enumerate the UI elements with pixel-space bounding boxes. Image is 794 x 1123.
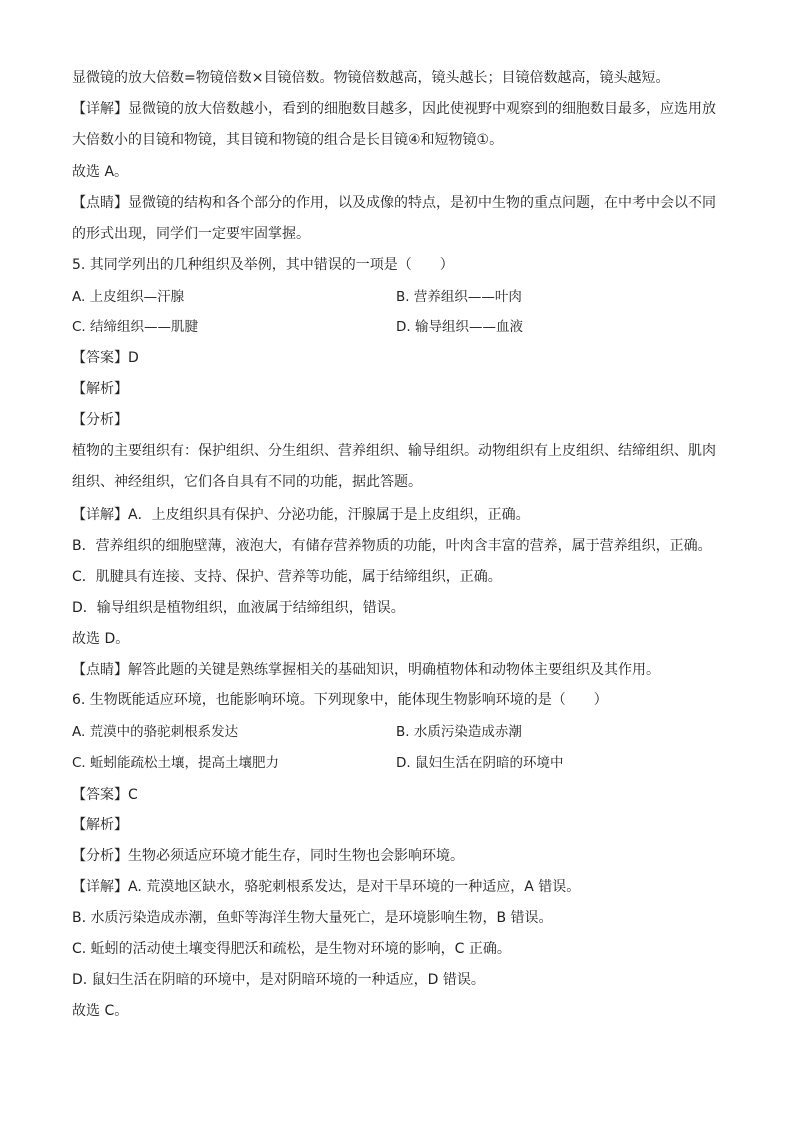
q5-analysis-heading: 【解析】	[72, 381, 128, 397]
q6-option-a: A. 荒漠中的骆驼刺根系发达	[72, 724, 239, 740]
intro-text: 显微镜的放大倍数=物镜倍数×目镜倍数。物镜倍数越高，镜头越长；目镜倍数越高，镜头越短。	[72, 70, 670, 86]
q6-answer: 【答案】C	[72, 787, 138, 803]
q6-option-d: D. 鼠妇生活在阴暗的环境中	[396, 755, 564, 771]
q6-option-c: C. 蚯蚓能疏松土壤，提高土壤肥力	[72, 755, 280, 771]
q6-stem: 6. 生物既能适应环境，也能影响环境。下列现象中，能体现生物影响环境的是（ ）	[72, 692, 608, 708]
q5-option-c: C. 结缔组织——肌腱	[72, 319, 199, 335]
q5-detail-a: 【详解】A．上皮组织具有保护、分泌功能，汗腺属于是上皮组织，正确。	[72, 507, 530, 523]
q5-answer: 【答案】D	[72, 350, 139, 366]
q5-analysis: 植物的主要组织有：保护组织、分生组织、营养组织、输导组织。动物组织有上皮组织、结缔组织、肌肉组织、神经组织，它们各自具有不同的功能，据此答题。	[72, 443, 716, 490]
q4-choice: 故选 A。	[72, 164, 129, 180]
q5-detail-d: D．输导组织是植物组织，血液属于结缔组织，错误。	[72, 600, 405, 616]
q5-option-b: B. 营养组织——叶肉	[396, 289, 522, 305]
q6-detail-c: C. 蚯蚓的活动使土壤变得肥沃和疏松，是生物对环境的影响，C 正确。	[72, 941, 511, 957]
q6-analysis-heading: 【解析】	[72, 817, 128, 833]
q5-comment: 【点睛】解答此题的关键是熟练掌握相关的基础知识，明确植物体和动物体主要组织及其作用。	[72, 662, 660, 678]
q4-detail: 【详解】显微镜的放大倍数越小，看到的细胞数目越多，因此使视野中观察到的细胞数目最多，应选用放大倍数小的目镜和物镜，其目镜和物镜的组合是长目镜④和短物镜①。	[72, 101, 716, 148]
q6-detail-a: 【详解】A. 荒漠地区缺水，骆驼刺根系发达，是对干旱环境的一种适应，A 错误。	[72, 879, 581, 895]
q5-choice: 故选 D。	[72, 631, 130, 647]
q5-stem: 5. 其同学列出的几种组织及举例，其中错误的一项是（ ）	[72, 257, 454, 273]
q6-option-b: B. 水质污染造成赤潮	[396, 724, 522, 740]
q6-choice: 故选 C。	[72, 1003, 129, 1019]
q5-detail-b: B．营养组织的细胞壁薄，液泡大，有储存营养物质的功能，叶肉含丰富的营养，属于营养组织，正确。	[72, 538, 712, 554]
q5-option-a: A. 上皮组织—汗腺	[72, 289, 185, 305]
q5-analysis-sub: 【分析】	[72, 412, 128, 428]
q6-detail-d: D. 鼠妇生活在阴暗的环境中，是对阴暗环境的一种适应，D 错误。	[72, 972, 485, 988]
q5-detail-c: C．肌腱具有连接、支持、保护、营养等功能，属于结缔组织，正确。	[72, 569, 502, 585]
q5-option-d: D. 输导组织——血液	[396, 319, 523, 335]
q6-analysis: 【分析】生物必须适应环境才能生存，同时生物也会影响环境。	[72, 848, 464, 864]
q4-comment: 【点睛】显微镜的结构和各个部分的作用，以及成像的特点，是初中生物的重点问题，在中考中会以不同的形式出现，同学们一定要牢固掌握。	[72, 195, 716, 242]
q6-detail-b: B. 水质污染造成赤潮，鱼虾等海洋生物大量死亡，是环境影响生物，B 错误。	[72, 910, 553, 926]
